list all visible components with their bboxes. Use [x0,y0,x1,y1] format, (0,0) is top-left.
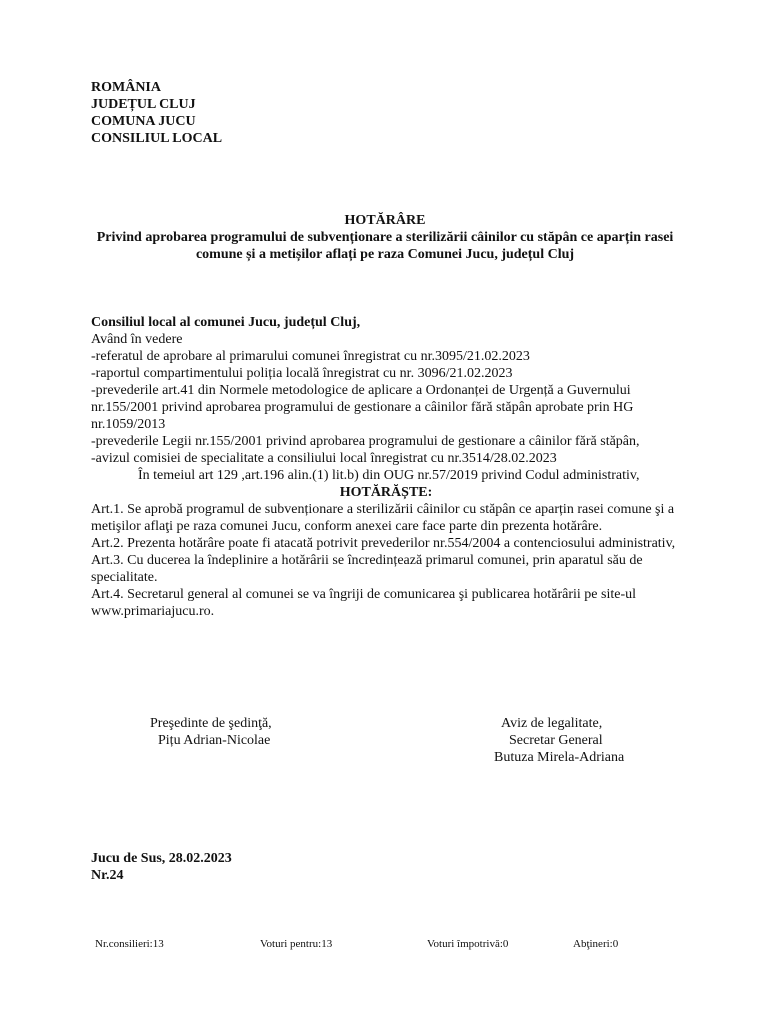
consideration-item: -prevederile art.41 din Normele metodologice de aplicare a Ordonanței de Urgență a Guvernului nr.155/2001 privind aprobarea programului de gestionare a câinilor fără stăpân aprobate prin HG nr.1059/2013 [91,383,634,432]
consideration-item: -avizul comisiei de specialitate a consiliului local înregistrat cu nr.3514/28.02.2023 [91,451,557,466]
councillors-count: Nr.consilieri:13 [95,938,164,950]
council-intro: Consiliul local al comunei Jucu, județul Cluj, [91,315,361,330]
place-date: Jucu de Sus, 28.02.2023 [91,851,232,866]
legal-basis: În temeiul art 129 ,art.196 alin.(1) lit.b) din OUG nr.57/2019 privind Codul administrativ, [138,468,640,483]
secretary-title: Secretar General [509,733,603,748]
chair-title: Preşedinte de şedinţă, [150,716,272,731]
decision-body [91,314,681,620]
consideration-item: -referatul de aprobare al primarului comunei înregistrat cu nr.3095/21.02.2023 [91,349,530,364]
abstentions: Abţineri:0 [573,938,619,950]
commune-line: COMUNA JUCU [91,114,196,129]
chair-name: Pițu Adrian-Nicolae [158,733,271,748]
decision-number: Nr.24 [91,868,124,883]
chair-signature-block [150,715,272,749]
decides-heading: HOTĂRĂȘTE: [339,485,433,500]
having-regard-line: Având în vedere [91,332,183,347]
votes-against: Voturi împotrivă:0 [427,938,509,950]
consideration-item: -raportul compartimentului poliția locală înregistrat cu nr. 3096/21.02.2023 [91,366,513,381]
article-3: Art.3. Cu ducerea la îndeplinire a hotărârii se încredințează primarul comunei, prin aparatul său de specialitate. [91,553,643,585]
article-4: Art.4. Secretarul general al comunei se va îngriji de comunicarea şi publicarea hotărârii pe site-ul www.primariajucu.ro. [91,587,636,619]
council-line: CONSILIUL LOCAL [91,131,223,146]
decision-title: HOTĂRÂRE [344,213,426,228]
place-date-block [91,850,232,884]
secretary-signature-block [494,715,624,766]
decision-title-block [90,212,680,263]
article-1: Art.1. Se aprobă programul de subvenționare a sterilizării câinilor cu stăpân ce aparțin rasei comune şi a metişilor aflaţi pe raza comunei Jucu, conform anexei care face parte din prezenta hotărâre. [91,502,675,534]
article-2: Art.2. Prezenta hotărâre poate fi atacată potrivit prevederilor nr.554/2004 a contenciosului administrativ, [91,536,676,551]
secretary-name: Butuza Mirela-Adriana [494,750,625,765]
consideration-item: -prevederile Legii nr.155/2001 privind aprobarea programului de gestionare a câinilor fără stăpân, [91,434,640,449]
country-line: ROMÂNIA [91,80,161,95]
votes-for: Voturi pentru:13 [260,938,333,950]
decision-subtitle: Privind aprobarea programului de subvenționare a sterilizării câinilor cu stăpân ce aparțin rasei comune și a metișilor aflați pe raza Comunei Jucu, județul Cluj [96,230,674,262]
county-line: JUDEȚUL CLUJ [91,97,196,112]
issuer-header [91,79,222,147]
legality-title: Aviz de legalitate, [501,716,603,731]
